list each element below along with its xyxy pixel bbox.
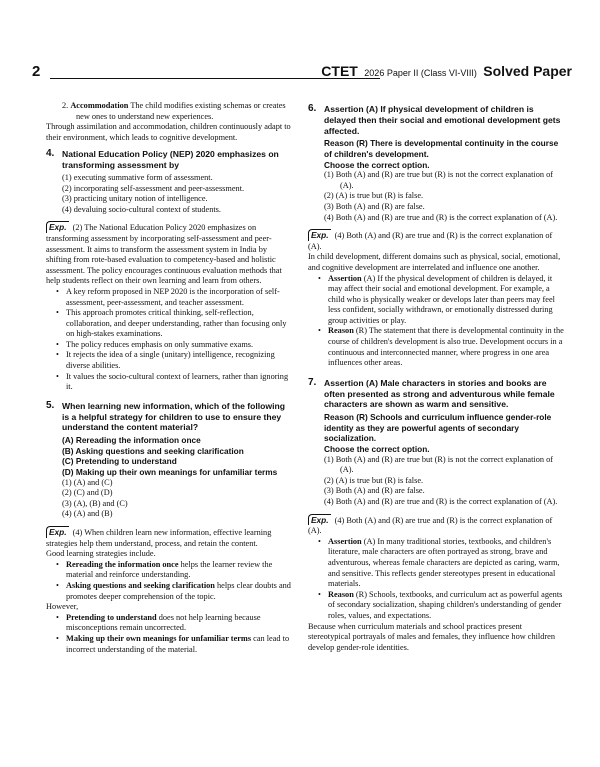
option: (1) Both (A) and (R) are true but (R) is not the correct explanation of (A). xyxy=(324,454,554,475)
question-4: 4. National Education Policy (NEP) 2020 emphasizes on transforming assessment by xyxy=(46,148,279,171)
q5-statements xyxy=(46,435,294,477)
good-strategies-intro: Good learning strategies include. xyxy=(46,549,156,559)
option: (2) (A) is true but (R) is false. xyxy=(324,475,424,485)
option: (2) (C) and (D) xyxy=(62,488,113,498)
however-label: However, xyxy=(46,602,79,612)
list-item: • Pretending to understand does not help learning because misconceptions remain uncorrected. xyxy=(46,613,294,634)
exp-label: Exp. xyxy=(46,221,69,233)
solved-paper-label: Solved Paper xyxy=(483,63,572,79)
option: (3) Both (A) and (R) are false. xyxy=(324,201,425,211)
list-item: • Reason (R) The statement that there is developmental continuity in the course of children's development is also true. Development occurs in a continuous and interconnected manner, where progress in one area influences other areas. xyxy=(308,326,564,368)
option: (2) (A) is true but (R) is false. xyxy=(324,191,424,201)
question-6: 6. Assertion (A) If physical development of children is delayed then their social and emotional development gets affected. xyxy=(308,103,561,136)
exp-label: Exp. xyxy=(308,229,331,241)
exp-label: Exp. xyxy=(46,526,69,538)
q7-options xyxy=(308,455,564,508)
question-5: 5. When learning new information, which of the following is a helpful strategy for children to use to ensure they understand the content material? xyxy=(46,399,285,433)
option: (4) devaluing socio-cultural context of students. xyxy=(62,204,221,214)
q6-paragraph: In child development, different domains such as physical, social, emotional, and cognitive development are interrelated and influence one another. xyxy=(308,252,561,272)
list-item: • Assertion (A) If the physical development of children is delayed, it may affect their social and emotional development. For example, a child who is physically weaker or develops later than peers may feel less confident, socially withdrawn, or emotionally distressed during group activities or play. xyxy=(308,274,564,327)
q6-explanation: Exp. (4) Both (A) and (R) are true and (R) is the correct explanation of (A). xyxy=(308,230,553,251)
option: (3) Both (A) and (R) are false. xyxy=(324,486,425,496)
q4-options xyxy=(46,173,294,215)
option: (1) Both (A) and (R) are true but (R) is not the correct explanation of (A). xyxy=(324,170,554,190)
q7-reason: Reason (R) Schools and curriculum influence gender-role identity as they are powerful agents of secondary socialization. xyxy=(324,412,552,444)
list-item: • This approach promotes critical thinking, self-reflection, collaboration, and deeper understanding, rather than focusing only on high-stakes examinations. xyxy=(46,308,294,340)
list-item: • Reason (R) Schools, textbooks, and curriculum act as powerful agents of secondary socialization, shaping children's understanding of gender roles, values, and expectations. xyxy=(308,590,564,622)
option: (3) practicing unitary notion of intelligence. xyxy=(62,194,208,204)
option: (3) (A), (B) and (C) xyxy=(62,498,128,508)
ctet-label: CTET xyxy=(321,63,358,79)
page-header xyxy=(32,62,572,82)
q6-options xyxy=(308,170,564,223)
list-item: • It values the socio-cultural context of learners, rather than ignoring it. xyxy=(46,372,294,393)
q7-choose: Choose the correct option. xyxy=(324,444,430,455)
q5-options xyxy=(46,478,294,520)
option: (4) Both (A) and (R) are true and (R) is the correct explanation of (A). xyxy=(324,212,558,222)
intro-paragraph: Through assimilation and accommodation, children continuously adapt to their environment, which leads to cognitive development. xyxy=(46,122,291,142)
option: (1) executing summative form of assessment. xyxy=(62,172,213,182)
list-item: • Making up their own meanings for unfamiliar terms can lead to incorrect understanding of the material. xyxy=(46,634,294,655)
statement: (C) Pretending to understand xyxy=(62,456,177,467)
option: (4) (A) and (B) xyxy=(62,509,113,519)
option: (4) Both (A) and (R) are true and (R) is the correct explanation of (A). xyxy=(324,497,558,506)
list-item: • Rereading the information once helps the learner review the material and reinforce understanding. xyxy=(46,560,294,581)
question-7: 7. Assertion (A) Male characters in stories and books are often presented as strong and adventurous while female characters are shown as warm and sensitive. xyxy=(308,376,555,410)
exp-label: Exp. xyxy=(308,514,331,526)
running-title xyxy=(321,63,572,81)
list-item: • Assertion (A) In many traditional stories, textbooks, and children's literature, male characters are often portrayed as strong, brave and adventurous, whereas female characters are depicted as caring, warm, and sensitive. This reflects gender stereotypes present in educational materials. xyxy=(308,537,564,590)
right-column xyxy=(308,104,564,653)
q6-choose: Choose the correct option. xyxy=(324,159,430,170)
q7-paragraph: Because when curriculum materials and school practices present stereotypical portrayals of males and females, they influence how children develop gender-role identities. xyxy=(308,621,555,652)
option: (1) (A) and (C) xyxy=(62,477,113,487)
statement: (B) Asking questions and seeking clarification xyxy=(62,445,244,456)
accommodation-item: 2. Accommodation The child modifies existing schemas or creates new ones to understand new experiences. xyxy=(62,101,286,121)
list-item: • It rejects the idea of a single (unitary) intelligence, recognizing diverse abilities. xyxy=(46,350,294,371)
list-item: • Asking questions and seeking clarification helps clear doubts and promotes deeper comprehension of the topic. xyxy=(46,581,294,602)
list-item: • A key reform proposed in NEP 2020 is the incorporation of self-assessment, peer-assessment, and teacher assessment. xyxy=(46,287,294,308)
q5-explanation: Exp. (4) When children learn new information, effective learning strategies help them understand, process, and retain the content. xyxy=(46,526,272,548)
page-number: 2 xyxy=(32,63,41,80)
paper-subtitle: 2026 Paper II (Class VI-VIII) xyxy=(364,68,477,78)
list-item: • The policy reduces emphasis on only summative exams. xyxy=(46,340,294,351)
q6-reason: Reason (R) There is developmental continuity in the course of children's development. xyxy=(324,138,559,159)
left-column xyxy=(46,101,294,655)
statement: (A) Rereading the information once xyxy=(62,435,201,446)
q7-explanation: Exp. (4) Both (A) and (R) are true and (R) is the correct explanation of (A). xyxy=(308,514,553,536)
q4-explanation: Exp. (2) The National Education Policy 2020 emphasizes on transforming assessment by incorporating self-assessment and peer-assessment. It aims to transform the assessment system in India by shifting from rote-based evaluation to competency-based and holistic assessment. The policy encourages continuous evaluation methods that help students reflect on their own learning and learn from others. xyxy=(46,222,282,286)
option: (2) incorporating self-assessment and peer-assessment. xyxy=(62,183,245,193)
statement: (D) Making up their own meanings for unfamiliar terms xyxy=(62,467,278,478)
